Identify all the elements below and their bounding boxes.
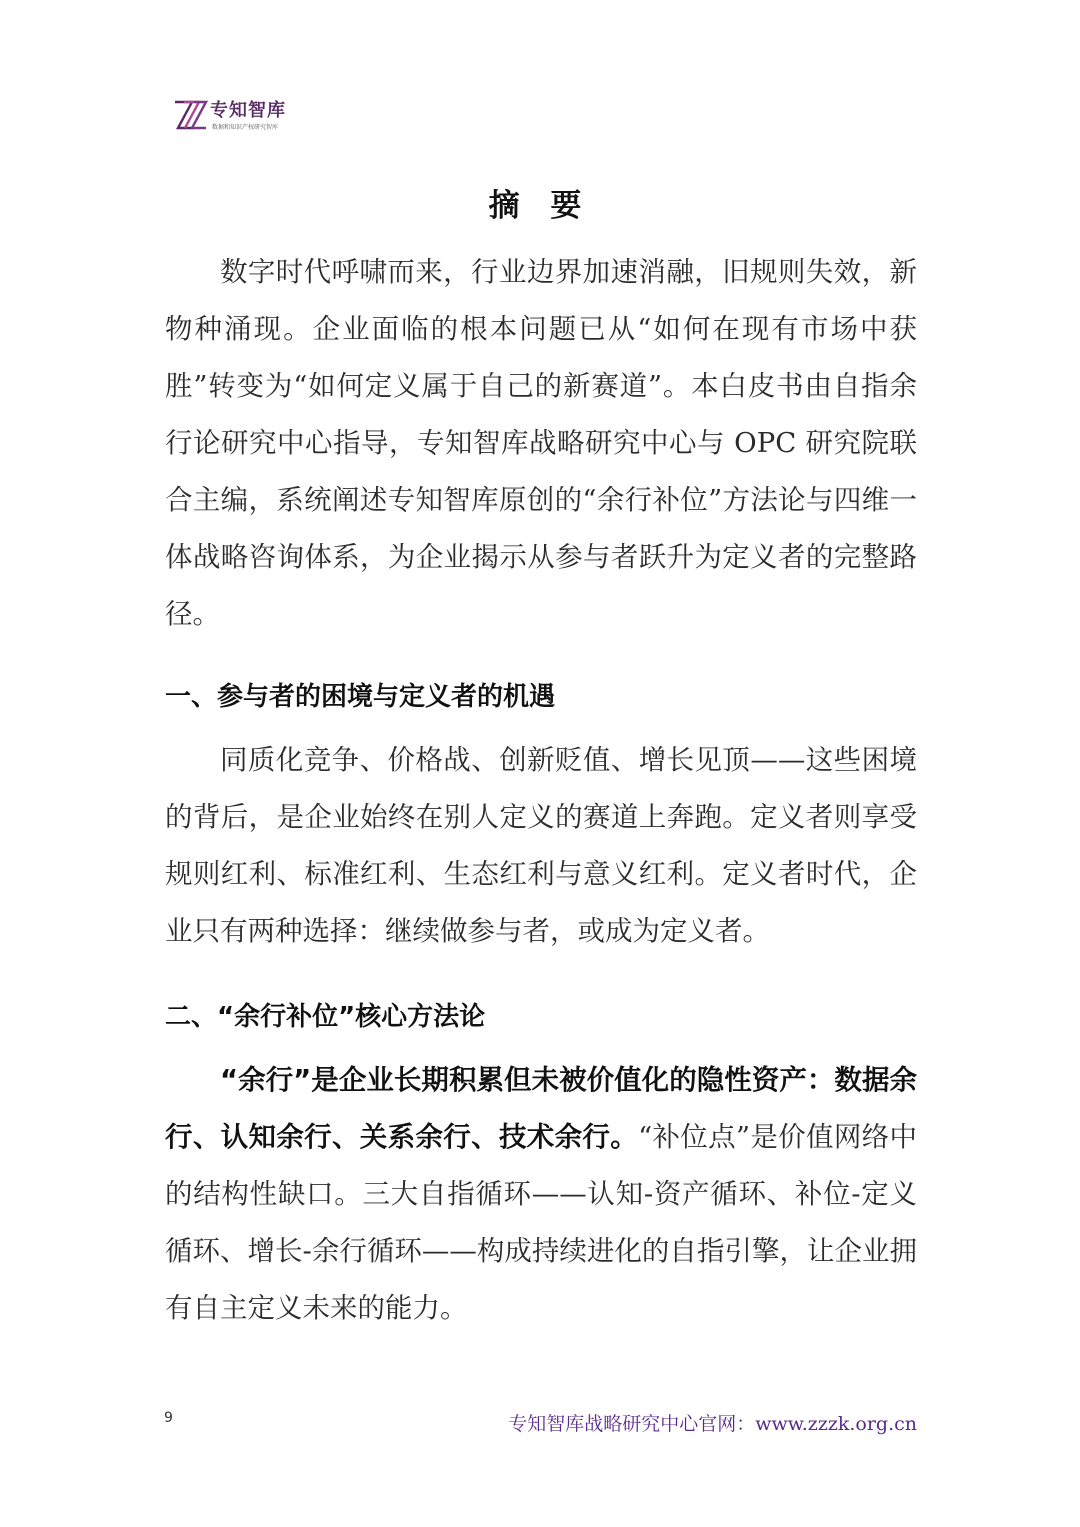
intro-paragraph: 数字时代呼啸而来，行业边界加速消融，旧规则失效，新物种涌现。企业面临的根本问题已从“如何在现有市场中获胜”转变为“如何定义属于自己的新赛道”。本白皮书由自指余行论研究中心指导，专知智库战略研究中心与 OPC 研究院联合主编，系统阐述专知智库原创的“余行补位”方法论与四维一体战略咨询体系，为企业揭示从参与者跃升为定义者的完整路径。 (165, 256, 917, 630)
section-2-heading: 二、“余行补位”核心方法论 (165, 1002, 486, 1032)
logo (172, 96, 332, 142)
section-1-heading: 一、参与者的困境与定义者的机遇 (165, 682, 556, 712)
section-1-body: 同质化竞争、价格战、创新贬值、增长见顶——这些困境的背后，是企业始终在别人定义的赛道上奔跑。定义者则享受规则红利、标准红利、生态红利与意义红利。定义者时代，企业只有两种选择：继续做参与者，或成为定义者。 (165, 744, 917, 947)
section-2-body-bold: “余行”是企业长期积累但未被价值化的隐性资产：数据余行、认知余行、关系余行、技术余行。 (165, 1064, 917, 1153)
page-title: 摘 要 (488, 188, 592, 224)
zk-logo-icon (172, 98, 208, 132)
logo-name: 专知智库 (210, 100, 286, 121)
section-2-body-rest: “补位点”是价值网络中的结构性缺口。三大自指循环——认知-资产循环、补位-定义循环、增长-余行循环——构成持续进化的自指引擎，让企业拥有自主定义未来的能力。 (165, 1121, 917, 1324)
page-number: 9 (164, 1410, 173, 1426)
logo-tagline: 数据和知识产权研究智库 (212, 124, 279, 131)
footer-website-link[interactable]: 专知智库战略研究中心官网：www.zzzk.org.cn (508, 1413, 917, 1435)
section-2-body (165, 1052, 917, 1337)
